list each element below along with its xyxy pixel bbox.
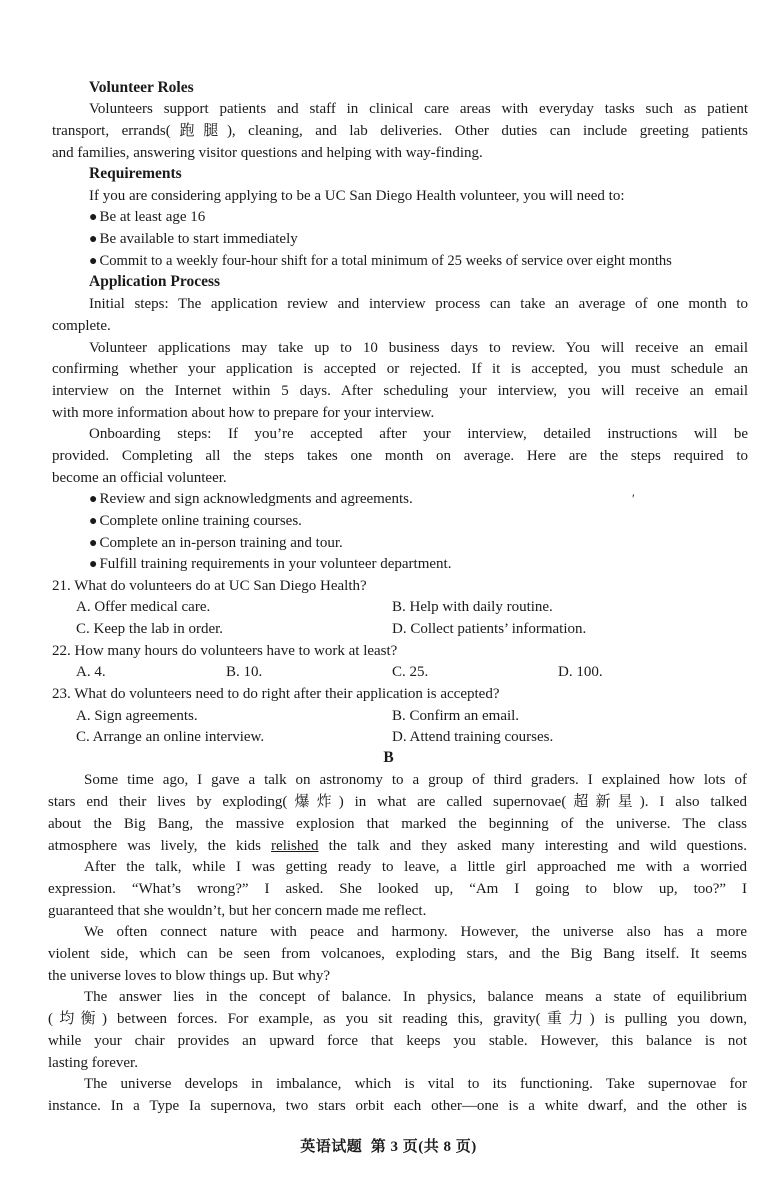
passage-b-line: while your chair provides an upward force that keeps you stable. However, this balance is not [48,1033,747,1049]
answer-option[interactable]: B. Confirm an email. [392,708,520,724]
bullet-icon: ● [89,210,98,225]
passage-b-line: We often connect nature with peace and harmony. However, the universe also has a more [84,924,747,940]
passage-b-line: Some time ago, I gave a talk on astronomy to a group of third graders. I explained how lots of [84,772,747,788]
volunteer-roles-line: and families, answering visitor questions and helping with way-finding. [52,145,483,161]
answer-option[interactable]: D. 100. [558,664,603,680]
answer-option[interactable]: A. Offer medical care. [76,599,211,615]
bullet-icon: ● [89,557,98,572]
initial-steps-line: Initial steps: The application review and interview process can take an average of one month to [89,296,748,312]
question-stem: 23. What do volunteers need to do right after their application is accepted? [52,686,500,702]
passage-b-line: The universe develops in imbalance, which is vital to its functioning. Take supernovae for [84,1076,747,1092]
page-footer: 英语试题 第 3 页(共 8 页) [300,1139,477,1155]
review-line: with more information about how to prepare for your interview. [52,405,435,421]
passage-b-line: guaranteed that she wouldn’t, but her concern made me reflect. [48,903,427,919]
bullet-icon: ● [89,492,98,507]
question-stem: 21. What do volunteers do at UC San Diego Health? [52,578,367,594]
onboarding-line: Onboarding steps: If you’re accepted after your interview, detailed instructions will be [89,426,748,442]
initial-steps-line: complete. [52,318,111,334]
requirements-heading: Requirements [89,165,182,182]
onboarding-step-item: ● Complete online training courses. [89,513,302,529]
passage-b-line: The answer lies in the concept of balance. In physics, balance means a state of equilibrium [84,989,747,1005]
passage-b-line: instance. In a Type Ia supernova, two stars orbit each other—one is a white dwarf, and the other is [48,1098,747,1114]
bullet-icon: ● [89,232,98,247]
review-line: confirming whether your application is accepted or rejected. If it is accepted, you must schedule an [52,361,748,377]
answer-option[interactable]: A. 4. [76,664,106,680]
bullet-icon: ● [89,514,98,529]
onboarding-step-item: ● Fulfill training requirements in your volunteer department. [89,556,452,572]
underlined-word: relished [271,838,319,854]
onboarding-line: provided. Completing all the steps takes one month on average. Here are the steps required to [52,448,748,464]
requirement-item: ● Commit to a weekly four-hour shift for a total minimum of 25 weeks of service over eight months [89,253,672,269]
answer-option[interactable]: C. 25. [392,664,429,680]
review-line: Volunteer applications may take up to 10 business days to review. You will receive an email [89,340,748,356]
passage-b-line: the universe loves to blow things up. But why? [48,968,331,984]
volunteer-roles-heading: Volunteer Roles [89,79,194,96]
passage-b-line: atmosphere was lively, the kids relished the talk and they asked many interesting and wild questions. [48,838,747,854]
passage-b-line: After the talk, while I was getting ready to leave, a little girl approached me with a worried [84,859,747,875]
onboarding-step-item: ● Complete an in-person training and tour. [89,535,343,551]
passage-b-line: about the Big Bang, the massive explosion that marked the beginning of the universe. The class [48,816,747,832]
answer-option[interactable]: D. Attend training courses. [392,729,554,745]
answer-option[interactable]: D. Collect patients’ information. [392,621,587,637]
onboarding-step-item: ● Review and sign acknowledgments and agreements. [89,491,413,507]
answer-option[interactable]: B. Help with daily routine. [392,599,553,615]
requirements-intro: If you are considering applying to be a UC San Diego Health volunteer, you will need to: [89,188,625,204]
review-line: interview on the Internet within 5 days. After scheduling your interview, you will receive an email [52,383,748,399]
section-b-label: B [383,749,394,766]
bullet-icon: ● [89,254,98,269]
requirement-item: ● Be at least age 16 [89,209,206,225]
onboarding-line: become an official volunteer. [52,470,227,486]
application-process-heading: Application Process [89,273,221,290]
passage-b-line: expression. “What’s wrong?” I asked. She looked up, “Am I going to blow up, too?” I [48,881,747,897]
passage-b-line: lasting forever. [48,1055,138,1071]
passage-b-line: (均衡) between forces. For example, as you sit reading this, gravity(重力) is pulling you down, [48,1011,747,1027]
requirement-item: ● Be available to start immediately [89,231,298,247]
passage-b-line: violent side, which can be seen from volcanoes, exploding stars, and the Big Bang itself. It seems [48,946,747,962]
stray-mark: ′ [632,491,635,506]
answer-option[interactable]: C. Keep the lab in order. [76,621,224,637]
answer-option[interactable]: C. Arrange an online interview. [76,729,265,745]
answer-option[interactable]: B. 10. [226,664,263,680]
question-stem: 22. How many hours do volunteers have to work at least? [52,643,398,659]
volunteer-roles-line: Volunteers support patients and staff in clinical care areas with everyday tasks such as patient [89,101,748,117]
bullet-icon: ● [89,536,98,551]
passage-b-line: stars end their lives by exploding(爆炸) in what are called supernovae(超新星). I also talked [48,794,747,810]
answer-option[interactable]: A. Sign agreements. [76,708,198,724]
volunteer-roles-line: transport, errands(跑腿), cleaning, and lab deliveries. Other duties can include greeting patients [52,123,748,139]
